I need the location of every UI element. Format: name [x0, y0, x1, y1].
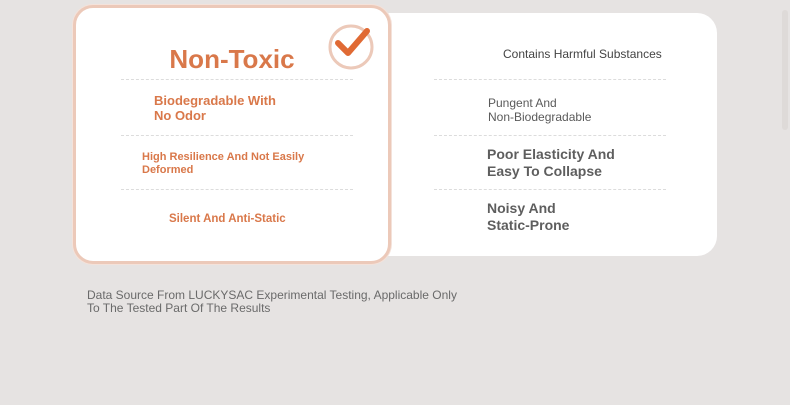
- negative-title: Contains Harmful Substances: [503, 47, 662, 61]
- negative-item-noise: Noisy And Static-Prone: [487, 200, 570, 233]
- divider: [434, 135, 666, 136]
- data-source-footnote: Data Source From LUCKYSAC Experimental Testing, Applicable Only To The Tested Part Of The Results: [87, 288, 457, 315]
- divider: [434, 189, 666, 190]
- positive-item-biodegradable: Biodegradable With No Odor: [154, 93, 276, 124]
- divider: [121, 79, 353, 80]
- positive-item-silent: Silent And Anti-Static: [169, 213, 286, 225]
- negative-item-elasticity: Poor Elasticity And Easy To Collapse: [487, 146, 615, 179]
- divider: [121, 135, 353, 136]
- divider: [434, 79, 666, 80]
- negative-item-odor: Pungent And Non-Biodegradable: [488, 96, 592, 125]
- divider: [121, 189, 353, 190]
- positive-item-resilience: High Resilience And Not Easily Deformed: [142, 151, 305, 176]
- positive-title: Non-Toxic: [169, 44, 295, 74]
- scrollbar[interactable]: [782, 10, 788, 130]
